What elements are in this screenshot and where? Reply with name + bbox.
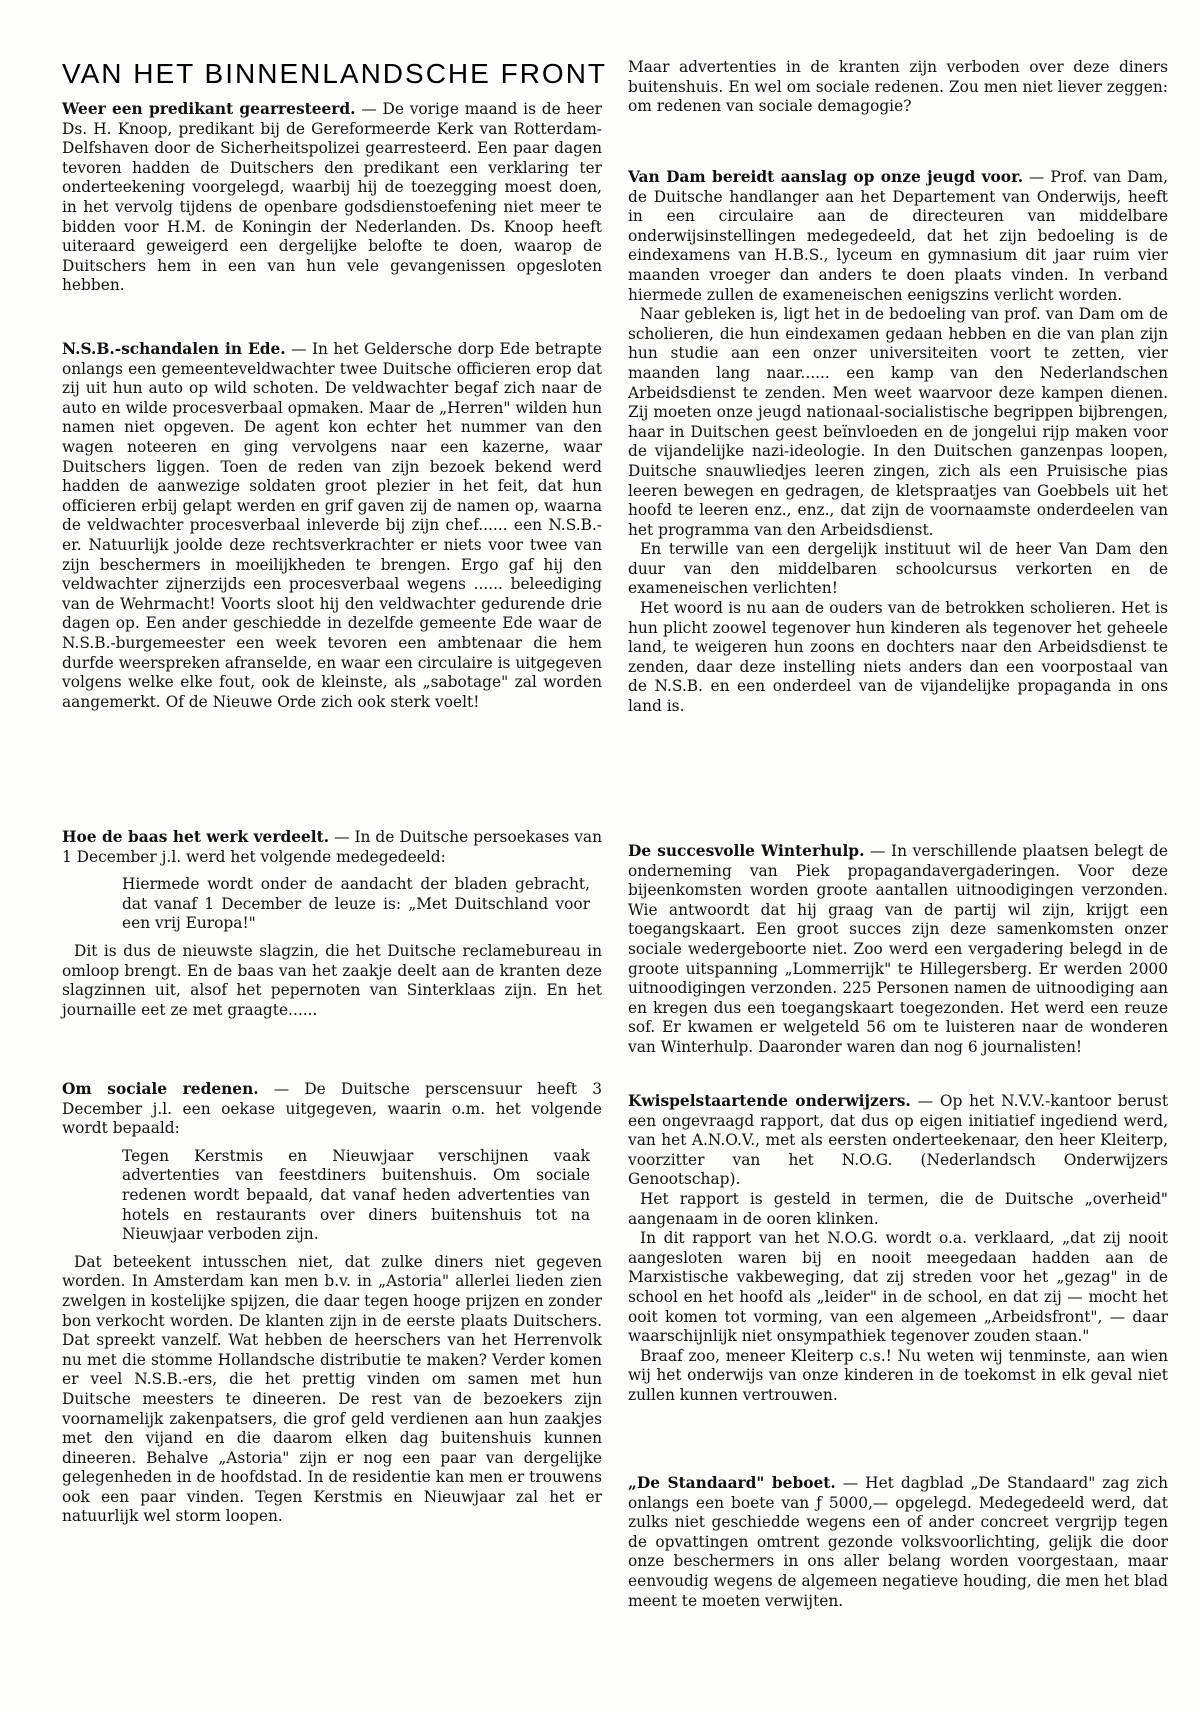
dash: —	[910, 1092, 940, 1110]
article-predikant	[62, 100, 602, 296]
article-headline: N.S.B.-schandalen in Ede.	[62, 340, 286, 358]
article-body: In de Duitsche persoekases van 1 December j.l. werd het volgende medegedeeld:	[62, 828, 602, 866]
article-headline: Om sociale redenen.	[62, 1080, 259, 1098]
article-headline: Hoe de baas het werk verdeelt.	[62, 828, 330, 846]
article-body: Het dagblad „De Standaard" zag zich onlangs een boete van ƒ 5000,— opgelegd. Medegedeeld werd, dat zulks niet geschiedde wegens een of ander concreet vergrijp tegen de opvattingen omtrent gezonde volksvoorlichting, gelijk die door onze beschermers in ons aller belang worden voorgestaan, maar eenvoudig wegens de algemeen negatieve houding, die men het blad meent te moeten verwijten.	[628, 1474, 1168, 1610]
dash: —	[1023, 168, 1051, 186]
article-redenen	[62, 1080, 602, 1527]
article-baas	[62, 828, 602, 1020]
article-winterhulp	[628, 842, 1168, 1058]
article-body: En terwille van een dergelijk instituut wil de heer Van Dam den duur van den middelbaren schoolcursus verkorten en de exameneischen verlichten!	[628, 540, 1168, 598]
dash: —	[355, 100, 383, 118]
article-kwispel	[628, 1092, 1168, 1406]
article-vandam	[628, 168, 1168, 717]
article-body: Het woord is nu aan de ouders van de betrokken scholieren. Het is hun plicht zoowel tegenover hun kinderen als tegenover het geheele land, te weigeren hun zoons en dochters naar den Arbeidsdienst te zenden, daar deze instelling niets anders dan een voorpostaal van de N.S.B. en een onderdeel van de vijandelijke propaganda in ons land is.	[628, 599, 1168, 716]
article-headline: Weer een predikant gearresteerd.	[62, 100, 356, 118]
page-title: VAN HET BINNENLANDSCHE FRONT	[62, 58, 608, 89]
article-headline: Van Dam bereidt aanslag op onze jeugd voor.	[628, 168, 1024, 186]
article-body: Dat beteekent intusschen niet, dat zulke diners niet gegeven worden. In Amsterdam kan men b.v. in „Astoria" allerlei lieden zien zwelgen in kostelijke spijzen, die daar tegen hooge prijzen en zonder bon verkocht worden. De klanten zijn in de eerste plaats Duitschers. Dat spreekt vanzelf. Wat hebben de heerschers van het Herrenvolk nu met die stomme Hollandsche distributie te maken? Verder komen er veel N.S.B.-ers, die het prettig vinden om samen met hun Duitsche meesters te dineeren. De rest van de bezoekers zijn voornamelijk zakenpatsers, die grof geld verdienen aan hun zaakjes met den vijand en die daarom elken dag buitenshuis kunnen dineeren. Behalve „Astoria" zijn er nog een paar van dergelijke gelegenheden in de hoofdstad. In de residentie kan men er trouwens ook een paar vinden. Tegen Kerstmis en Nieuwjaar zal het er natuurlijk wel storm loopen.	[62, 1252, 602, 1526]
article-body: Op het N.V.V.-kantoor berust een ongevraagd rapport, dat dus op eigen initiatief ingediend werd, van het A.N.O.V., met als eersten onderteekenaar, den heer Kleiterp, voorzitter van het N.O.G. (Nederlandsch Onderwijzers Genootschap).	[628, 1092, 1169, 1189]
dash: —	[835, 1474, 866, 1492]
dash: —	[864, 842, 892, 860]
dash: —	[285, 340, 312, 358]
article-headline: De succesvolle Winterhulp.	[628, 842, 865, 860]
article-headline: „De Standaard" beboet.	[628, 1474, 836, 1492]
article-body: Het rapport is gesteld in termen, die de Duitsche „overheid" aangenaam in de ooren klinken.	[628, 1189, 1168, 1228]
quote-text: Tegen Kerstmis en Nieuwjaar verschijnen vaak advertenties van feestdiners buitenshuis. Om sociale redenen wordt bepaald, dat vanaf heden advertenties van hotels en restaurants over diners buitenshuis tot na Nieuwjaar verboden zijn.	[122, 1146, 590, 1244]
article-body: In het Geldersche dorp Ede betrapte onlangs een gemeenteveldwachter twee Duitsche officieren erop dat zij uit hun auto op wild schoten. De veldwachter begaf zich naar de auto en wilde procesverbaal opmaken. Maar de „Herren" wilden hun namen niet opgeven. De agent kon echter het nummer van den wagen noteeren en ging vervolgens naar een kazerne, waar Duitschers liggen. Toen de reden van zijn bezoek bekend werd hadden de aanwezige soldaten groot plezier in het feit, dat hun officieren erbij gelapt werden en grif gaven zij de namen op, waarna de veldwachter procesverbaal inleverde bij zijn chef...... een N.S.B.-er. Natuurlijk joolde deze rechtsverkrachter er niets voor twee van zijn beschermers in moeilijkheden te brengen. Ergo gaf hij den veldwachter zijnerzijds een procesverbaal wegens ...... beleediging van de Wehrmacht! Voorts sloot hij den veldwachter gedurende drie dagen op. Een ander geschiedde in dezelfde gemeente Ede waar de N.S.B.-burgemeester een week tevoren een ambtenaar die hem durfde weerspreken afranselde, en waar een circulaire is uitgegeven volgens welke elke fout, ook de kleinste, als „sabotage" zal worden aangemerkt. Of de Nieuwe Orde zich ook sterk voelt!	[62, 340, 603, 711]
dash: —	[258, 1080, 305, 1098]
article-nsb-ede	[62, 340, 602, 712]
article-body: Dit is dus de nieuwste slagzin, die het Duitsche reclamebureau in omloop brengt. En de baas van het zaakje deelt aan de kranten deze slagzinnen uit, alsof het pepernoten van Sinterklaas zijn. En het journaille eet ze met graagte......	[62, 941, 602, 1019]
quoted-notice	[62, 875, 602, 934]
quoted-notice	[62, 1147, 602, 1245]
article-standaard	[628, 1474, 1168, 1611]
article-body: De Duitsche perscensuur heeft 3 December j.l. een oekase uitgegeven, waarin o.m. het volgende wordt bepaald:	[62, 1080, 602, 1138]
quote-text: Hiermede wordt onder de aandacht der bladen gebracht, dat vanaf 1 December de leuze is: „Met Duitschland voor een vrij Europa!"	[122, 875, 590, 933]
article-body: De vorige maand is de heer Ds. H. Knoop, predikant bij de Gereformeerde Kerk van Rotterdam-Delfshaven door de Sicherheitspolizei gearresteerd. Een paar dagen tevoren hadden de Duitschers den predikant een verklaring ter onderteekening voorgelegd, waarbij hij de toezegging moest doen, in het vervolg tijdens de openbare godsdienstoefening niet meer te bidden voor H.M. de Koningin der Nederlanden. Ds. Knoop heeft uiteraard geweigerd een dergelijke belofte te doen, waarop de Duitschers hem in een van hun vele gevangenissen opgesloten hebben.	[62, 100, 602, 295]
article-body: Prof. van Dam, de Duitsche handlanger aan het Departement van Onderwijs, heeft in een circulaire aan de directeuren van middelbare onderwijsinstellingen medegedeeld, dat het zijn bedoeling is de eindexamens van H.B.S., lyceum en gymnasium dit jaar ruim vier maanden vroeger dan anders te doen plaats vinden. In verband hiermede zullen de exameneischen eenigszins verlicht worden.	[628, 168, 1168, 304]
article-body: Maar advertenties in de kranten zijn verboden over deze diners buitenshuis. En wel om sociale redenen. Zou men niet liever zeggen: om redenen van sociale demagogie?	[628, 58, 1168, 116]
article-body: In dit rapport van het N.O.G. wordt o.a. verklaard, „dat zij nooit aangesloten waren bij en nooit meegedaan hadden aan de Marxistische vakbeweging, dat zij streden voor het „gezag" in de school en het hoofd als „leider" in de school, en dat zij — mocht het ooit komen tot vorming, van een algemeen „Arbeidsfront", — daar waarschijnlijk niet onsympathiek tegenover zouden staan."	[628, 1229, 1168, 1346]
article-body: Braaf zoo, meneer Kleiterp c.s.! Nu weten wij tenminste, aan wien wij het onderwijs van onze kinderen in de toekomst in elk geval niet zullen kunnen vertrouwen.	[628, 1346, 1168, 1404]
article-headline: Kwispelstaartende onderwijzers.	[628, 1092, 911, 1110]
article-body: In verschillende plaatsen belegt de onderneming van Piek propagandavergaderingen. Voor deze bijeenkomsten worden groote aantallen uitnoodigingen verzonden. Wie antwoordt dat hij graag van de partij wil zijn, krijgt een toegangskaart. Een groot succes zijn deze samenkomsten onzer sociale wedergeboorte niet. Zoo werd een vergadering belegd in de groote uitspanning „Lommerrijk" te Hillegersberg. Er werden 2000 uitnoodigingen verzonden. 225 Personen namen de uitnoodiging aan en kregen dus een toegangskaart toegezonden. Het werd een reuze sof. Er kwamen er welgeteld 56 om te luisteren naar de wonderen van Winterhulp. Daaronder waren dan nog 6 journalisten!	[628, 842, 1168, 1056]
article-redenen-continued	[628, 58, 1168, 117]
dash: —	[329, 828, 355, 846]
article-body: Naar gebleken is, ligt het in de bedoeling van prof. van Dam om de scholieren, die hun eindexamen gedaan hebben en die van plan zijn hun studie aan een onzer universiteiten voort te zetten, vier maanden lang naar...... een kamp van den Nederlandschen Arbeidsdienst te zenden. Men weet waarvoor deze kampen dienen. Zij moeten onze jeugd nationaal-socialistische begrippen bijbrengen, haar in Duitschen geest beïnvloeden en de jongelui rijp maken voor de vijandelijke nazi-ideologie. In den Duitschen ganzenpas loopen, Duitsche snauwliedjes leeren zingen, zich als een Pruisische pias leeren bewegen en gedragen, de kletspraatjes van Goebbels uit het hoofd te leeren enz., enz., dat zijn de voornaamste onderdeelen van het programma van den Arbeidsdienst.	[628, 305, 1168, 539]
